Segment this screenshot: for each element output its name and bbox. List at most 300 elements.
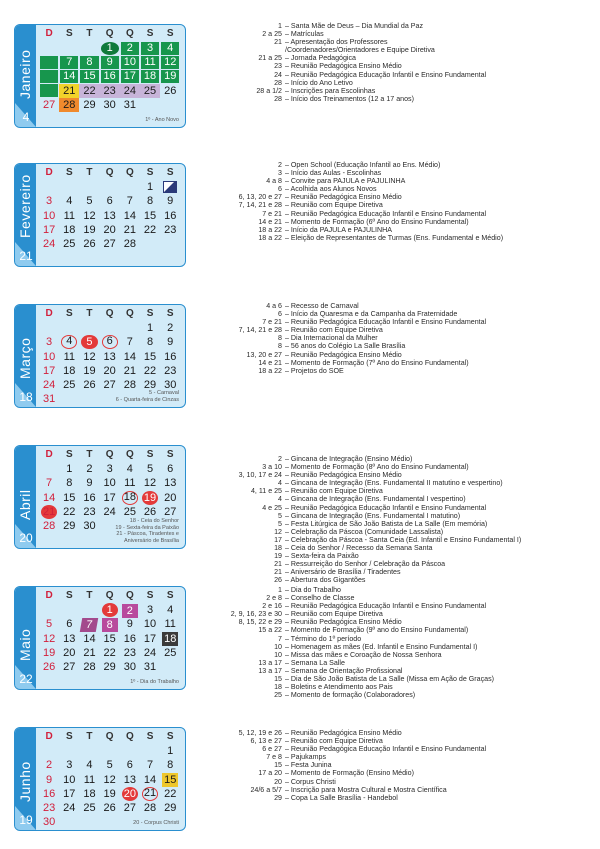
event-date: 13, 20 e 27 xyxy=(246,350,282,359)
event-date: 18 xyxy=(274,683,282,692)
day-cell: 1 xyxy=(102,603,118,617)
event-date: 4 xyxy=(278,495,282,504)
day-cell: 22 xyxy=(143,364,157,377)
event-text: – Reunião Pedagógica Ensino Médio xyxy=(285,471,402,480)
day-cell: 20 xyxy=(123,787,136,800)
day-cell: 2 xyxy=(46,759,53,772)
event-text: – Reunião Pedagógica Ensino Médio xyxy=(285,350,402,359)
event-text: – Reunião Pedagógica Educação Infantil e Ensino Fundamental xyxy=(285,745,487,754)
event-item xyxy=(190,487,590,495)
day-cell: 26 xyxy=(143,505,157,518)
event-text: – Convite para PAJULA e PAJULINHA xyxy=(285,177,406,186)
day-cell: 21 xyxy=(123,364,136,377)
event-item xyxy=(190,62,590,70)
weekday-header: S xyxy=(146,167,154,178)
week-row xyxy=(39,787,181,801)
event-item xyxy=(190,169,590,177)
event-text: – Jornada Pedagógica xyxy=(285,54,356,63)
day-cell xyxy=(100,180,120,194)
week-row xyxy=(39,237,181,251)
event-item xyxy=(190,334,590,342)
event-date: 28 a 1/2 xyxy=(256,86,282,95)
event-date: 7 e 21 xyxy=(262,209,282,218)
day-cell xyxy=(59,180,79,194)
day-cell: 11 xyxy=(63,209,75,222)
event-date: 25 xyxy=(274,691,282,700)
day-cell: 21 xyxy=(143,786,157,799)
week-row xyxy=(39,84,181,98)
day-cell: 5 xyxy=(146,463,154,476)
event-date: 4 a 6 xyxy=(266,302,282,310)
event-date: 10 xyxy=(274,642,282,651)
day-cell xyxy=(79,603,99,617)
event-text: – Reunião Pedagógica Ensino Médio xyxy=(285,62,402,71)
day-cell: 14 xyxy=(83,632,96,645)
event-text: – Reunião Pedagógica Educação Infantil e Ensino Fundamental xyxy=(285,602,487,611)
day-cell: 16 xyxy=(101,70,119,83)
event-item xyxy=(190,635,590,643)
event-text: – Ressurreição do Senhor / Celebração da Páscoa xyxy=(285,560,446,569)
day-cell: 7 xyxy=(80,618,99,632)
day-cell: 24 xyxy=(42,378,56,391)
event-item xyxy=(190,586,590,594)
event-date: 7, 14, 21 e 28 xyxy=(238,201,282,210)
event-item xyxy=(190,495,590,503)
event-item xyxy=(190,683,590,691)
day-cell: 6 xyxy=(66,618,73,631)
day-cell xyxy=(120,180,140,194)
month-grid xyxy=(39,589,181,674)
event-text: – Início da Quaresma e da Campanha da Fraternidade xyxy=(285,310,458,319)
day-cell xyxy=(79,744,99,758)
event-list-janeiro xyxy=(190,22,590,103)
month-name: Março xyxy=(17,337,33,379)
day-cell: 22 xyxy=(79,84,99,98)
day-cell: 18 xyxy=(164,633,177,646)
event-date: 4 a 8 xyxy=(266,177,282,186)
weekday-header: Q xyxy=(125,449,134,460)
day-cell xyxy=(39,321,59,335)
event-date xyxy=(190,46,285,54)
weekday-header: S xyxy=(146,590,154,601)
event-date: 15 xyxy=(274,761,282,770)
day-cell: 1 xyxy=(66,463,73,476)
event-item xyxy=(190,536,590,544)
event-date: 5 xyxy=(278,519,282,528)
weekday-header: S xyxy=(166,167,174,178)
day-cell: 9 xyxy=(86,477,93,490)
month-school-days: 22 xyxy=(19,672,33,686)
event-item xyxy=(190,528,590,536)
day-cell: 3 xyxy=(106,463,113,476)
event-item xyxy=(190,691,590,699)
event-text: – Reunião com Equipe Diretiva xyxy=(285,201,383,210)
month-card-março xyxy=(14,304,186,408)
day-cell: 7 xyxy=(60,56,78,69)
weekday-header: S xyxy=(65,731,73,742)
weekday-header: S xyxy=(65,449,73,460)
event-item xyxy=(190,745,590,753)
day-cell xyxy=(140,744,160,758)
event-item xyxy=(190,210,590,218)
event-text: – Início do Ano Letivo xyxy=(285,78,353,87)
day-cell: 30 xyxy=(103,98,116,111)
month-school-days: 19 xyxy=(19,813,33,827)
event-item xyxy=(190,302,590,310)
event-date: 8 xyxy=(278,342,282,351)
weekday-header: S xyxy=(166,28,174,39)
event-text: – Reunião com Equipe Diretiva xyxy=(285,326,383,335)
weekday-header: Q xyxy=(125,28,134,39)
event-text: – Festa Litúrgica de São João Batista de La Salle (Em memória) xyxy=(285,519,488,528)
day-cell: 1 xyxy=(167,745,174,758)
day-cell: 17 xyxy=(143,632,157,645)
day-cell: 15 xyxy=(143,350,157,363)
weekday-header: Q xyxy=(105,167,114,178)
event-item xyxy=(190,30,590,38)
day-cell: 28 xyxy=(83,660,96,673)
event-list-abril xyxy=(190,455,590,585)
day-cell: 8 xyxy=(66,477,73,490)
day-cell: 21 xyxy=(123,223,136,236)
day-cell xyxy=(79,815,99,829)
event-date: 6 e 27 xyxy=(262,745,282,754)
event-item xyxy=(190,161,590,169)
event-text: – Celebração da Páscoa - Santa Ceia (Ed. Infantil e Ensino Fundamental I) xyxy=(285,535,522,544)
month-name: Abril xyxy=(17,489,33,520)
event-list-março xyxy=(190,302,590,375)
day-cell xyxy=(79,41,99,55)
event-text: – Acolhida aos Alunos Novos xyxy=(285,185,377,194)
event-text: – Projetos do SOE xyxy=(285,366,344,375)
event-text: – Santa Mãe de Deus – Dia Mundial da Paz xyxy=(285,22,424,30)
event-item xyxy=(190,675,590,683)
day-cell: 3 xyxy=(46,195,53,208)
day-cell xyxy=(120,321,140,335)
month-name: Junho xyxy=(17,761,33,802)
day-cell: 2 xyxy=(86,463,93,476)
month-name: Maio xyxy=(17,628,33,661)
day-cell: 3 xyxy=(66,759,73,772)
event-text: /Coordenadores/Orientadores e Equipe Diretiva xyxy=(285,46,435,55)
month-school-days: 4 xyxy=(22,110,30,124)
event-date: 3 a 10 xyxy=(262,463,282,472)
event-item xyxy=(190,610,590,618)
day-cell: 11 xyxy=(124,477,136,490)
event-text: – Gincana de Integração (Ensino Médio) xyxy=(285,455,413,463)
weekday-header: Q xyxy=(105,590,114,601)
month-card-janeiro xyxy=(14,24,186,128)
event-date: 4 xyxy=(278,479,282,488)
event-item xyxy=(190,560,590,568)
day-cell: 25 xyxy=(123,505,136,518)
week-row xyxy=(39,744,181,758)
week-row xyxy=(39,632,181,646)
day-cell: 9 xyxy=(126,618,133,631)
event-item xyxy=(190,79,590,87)
event-text: – Reunião Pedagógica Educação Infantil e Ensino Fundamental xyxy=(285,70,487,79)
event-text: – Momento de Formação (Ensino Médio) xyxy=(285,769,414,778)
event-date: 21 xyxy=(274,560,282,569)
event-text: – Início das Aulas - Escolinhas xyxy=(285,169,382,178)
event-text: – Conselho de Classe xyxy=(285,594,355,603)
day-cell: 11 xyxy=(83,773,96,786)
event-text: – Inscrições para Escolinhas xyxy=(285,86,376,95)
day-cell xyxy=(163,181,177,193)
day-cell: 19 xyxy=(83,364,96,377)
event-date: 24 xyxy=(274,70,282,79)
event-item xyxy=(190,54,590,62)
day-cell: 6 xyxy=(167,463,174,476)
day-cell: 17 xyxy=(103,491,116,504)
holiday-note: 1º - Ano Novo xyxy=(145,116,179,123)
day-cell: 16 xyxy=(123,632,136,645)
month-grid xyxy=(39,166,181,251)
weekday-header: T xyxy=(86,731,93,742)
week-row xyxy=(39,505,181,519)
day-cell: 13 xyxy=(123,773,136,786)
event-date: 4 e 25 xyxy=(262,503,282,512)
day-cell: 30 xyxy=(42,816,56,829)
day-cell: 25 xyxy=(63,237,76,250)
day-cell: 22 xyxy=(143,223,157,236)
event-date: 17 a 20 xyxy=(258,769,282,778)
event-date: 18 a 22 xyxy=(258,366,282,375)
weekday-header: T xyxy=(86,167,93,178)
event-date: 6 xyxy=(278,310,282,319)
day-cell: 15 xyxy=(143,209,157,222)
day-cell: 10 xyxy=(42,209,56,222)
event-item xyxy=(190,87,590,95)
day-cell: 27 xyxy=(103,378,116,391)
event-text: – Missa das mães e Coroação de Nossa Senhora xyxy=(285,650,442,659)
holiday-note: 20 - Corpus Christi xyxy=(133,819,179,826)
day-cell: 10 xyxy=(63,773,76,786)
event-item xyxy=(190,504,590,512)
day-cell: 28 xyxy=(143,801,157,814)
weekday-header-row xyxy=(39,307,181,321)
event-date: 7 xyxy=(278,634,282,643)
weekday-header: S xyxy=(166,308,174,319)
day-cell: 4 xyxy=(126,463,133,476)
weekday-header: S xyxy=(166,449,174,460)
day-cell: 24 xyxy=(143,646,157,659)
day-cell: 23 xyxy=(164,223,177,236)
event-text: – Reunião Pedagógica Ensino Médio xyxy=(285,729,402,737)
day-cell: 7 xyxy=(126,195,133,208)
day-cell: 10 xyxy=(42,350,56,363)
event-text: – Gincana de Integração (Ens. Fundamental II matutino e vespertino) xyxy=(285,479,503,488)
day-cell: 27 xyxy=(63,660,76,673)
day-cell: 19 xyxy=(103,787,116,800)
day-cell xyxy=(59,603,79,617)
day-cell: 15 xyxy=(63,491,76,504)
event-text: – Semana de Orientação Profissional xyxy=(285,666,403,675)
event-item xyxy=(190,602,590,610)
event-date: 21 xyxy=(274,38,282,47)
event-item xyxy=(190,342,590,350)
day-cell: 31 xyxy=(143,660,157,673)
event-date: 18 xyxy=(274,544,282,553)
event-text: – Corpus Christi xyxy=(285,777,336,786)
event-date: 5, 12, 19 e 26 xyxy=(238,729,282,737)
day-cell: 4 xyxy=(161,42,179,55)
day-cell: 7 xyxy=(46,477,53,490)
event-date: 17 xyxy=(274,535,282,544)
event-item xyxy=(190,38,590,46)
day-cell: 31 xyxy=(42,393,56,406)
event-date: 2 xyxy=(278,161,282,169)
event-item xyxy=(190,471,590,479)
day-cell: 25 xyxy=(140,84,160,98)
day-cell: 27 xyxy=(103,237,116,250)
event-date: 15 a 22 xyxy=(258,626,282,635)
day-cell: 13 xyxy=(164,477,177,490)
weekday-header-row xyxy=(39,730,181,744)
day-cell: 1 xyxy=(146,322,154,335)
event-date: 24/6 a 5/7 xyxy=(250,785,282,794)
day-cell xyxy=(120,744,140,758)
event-date: 13 a 17 xyxy=(258,658,282,667)
month-card-abril xyxy=(14,445,186,549)
day-cell: 8 xyxy=(102,618,118,632)
day-cell: 30 xyxy=(123,660,136,673)
day-cell xyxy=(59,744,79,758)
day-cell: 8 xyxy=(146,195,154,208)
week-row xyxy=(39,660,181,674)
day-cell: 16 xyxy=(164,350,177,363)
month-grid xyxy=(39,730,181,829)
day-cell: 2 xyxy=(121,42,139,55)
day-cell: 12 xyxy=(103,773,116,786)
day-cell: 17 xyxy=(42,223,56,236)
event-item xyxy=(190,310,590,318)
day-cell: 12 xyxy=(83,209,96,222)
day-cell: 11 xyxy=(164,618,176,631)
day-cell xyxy=(59,815,79,829)
weekday-header: Q xyxy=(125,731,134,742)
day-cell: 26 xyxy=(164,84,177,97)
day-cell: 13 xyxy=(103,209,116,222)
event-item xyxy=(190,193,590,201)
event-text: – Gincana de Integração (Ens. Fundamental I vespertino) xyxy=(285,495,466,504)
weekday-header: T xyxy=(86,590,93,601)
day-cell: 5 xyxy=(46,618,53,631)
day-cell: 22 xyxy=(103,646,116,659)
day-cell: 3 xyxy=(146,604,154,617)
event-list-fevereiro xyxy=(190,161,590,242)
day-cell: 7 xyxy=(146,759,154,772)
day-cell: 14 xyxy=(60,70,78,83)
day-cell: 16 xyxy=(164,209,177,222)
event-item xyxy=(190,544,590,552)
day-cell: 21 xyxy=(59,84,79,98)
day-cell: 14 xyxy=(123,350,136,363)
week-row xyxy=(39,98,181,112)
event-text: – Início dos Treinamentos (12 a 17 anos) xyxy=(285,94,414,103)
day-cell: 19 xyxy=(161,70,179,83)
event-date: 14 e 21 xyxy=(258,217,282,226)
day-cell: 28 xyxy=(42,519,56,532)
day-cell: 29 xyxy=(83,98,96,111)
event-text: – Reunião Pedagógica Educação Infantil e Ensino Fundamental xyxy=(285,209,487,218)
week-row xyxy=(39,223,181,237)
day-cell: 17 xyxy=(121,70,139,83)
event-text: – Dia do Trabalho xyxy=(285,586,341,594)
event-text: – Open School (Educação Infantil ao Ens. Médio) xyxy=(285,161,441,169)
event-date: 15 xyxy=(274,675,282,684)
event-date: 7, 14, 21 e 28 xyxy=(238,326,282,335)
day-cell xyxy=(39,180,59,194)
day-cell: 30 xyxy=(83,519,96,532)
event-date: 5 xyxy=(278,511,282,520)
month-card-junho xyxy=(14,727,186,831)
day-cell: 12 xyxy=(83,350,96,363)
day-cell: 22 xyxy=(164,787,177,800)
day-cell: 12 xyxy=(161,56,179,69)
weekday-header: S xyxy=(166,731,174,742)
event-item xyxy=(190,479,590,487)
day-cell: 6 xyxy=(106,195,113,208)
event-text: – Semana La Salle xyxy=(285,658,345,667)
event-item xyxy=(190,626,590,634)
day-cell: 13 xyxy=(63,632,76,645)
week-row xyxy=(39,335,181,349)
event-text: – Pajukamps xyxy=(285,753,327,762)
week-row xyxy=(39,801,181,815)
day-cell: 28 xyxy=(123,237,136,250)
day-cell: 4 xyxy=(86,759,93,772)
event-item xyxy=(190,651,590,659)
event-text: – Início da PAJULA e PAJULINHA xyxy=(285,225,392,234)
weekday-header: S xyxy=(65,590,73,601)
day-cell: 28 xyxy=(59,98,79,112)
day-cell: 10 xyxy=(143,618,157,631)
day-cell xyxy=(40,70,58,83)
event-date: 18 a 22 xyxy=(258,225,282,234)
event-date: 23 xyxy=(274,62,282,71)
event-list-maio xyxy=(190,586,590,699)
event-date: 21 xyxy=(274,568,282,577)
day-cell: 21 xyxy=(42,505,56,518)
event-text: – 56 anos do Colégio La Salle Brasília xyxy=(285,342,406,351)
event-item xyxy=(190,552,590,560)
day-cell xyxy=(39,41,59,55)
event-date: 6, 13, 20 e 27 xyxy=(238,193,282,202)
holiday-note: 1º - Dia do Trabalho xyxy=(130,678,179,685)
day-cell: 30 xyxy=(164,378,177,391)
day-cell: 8 xyxy=(146,336,154,349)
day-cell: 4 xyxy=(61,335,77,349)
event-item xyxy=(190,318,590,326)
event-item xyxy=(190,234,590,242)
event-text: – Término do 1º período xyxy=(285,634,362,643)
day-cell: 23 xyxy=(100,84,120,98)
event-item xyxy=(190,786,590,794)
day-cell: 9 xyxy=(46,773,53,786)
event-date: 8 xyxy=(278,334,282,343)
event-date: 3, 10, 17 e 24 xyxy=(238,471,282,480)
event-item xyxy=(190,367,590,375)
event-date: 29 xyxy=(274,793,282,802)
event-date: 13 a 17 xyxy=(258,666,282,675)
day-cell xyxy=(140,237,160,251)
weekday-header: Q xyxy=(105,449,114,460)
event-item xyxy=(190,71,590,79)
day-cell: 20 xyxy=(103,364,116,377)
weekday-header: Q xyxy=(125,308,134,319)
event-text: – Apresentação dos Professores xyxy=(285,38,388,47)
